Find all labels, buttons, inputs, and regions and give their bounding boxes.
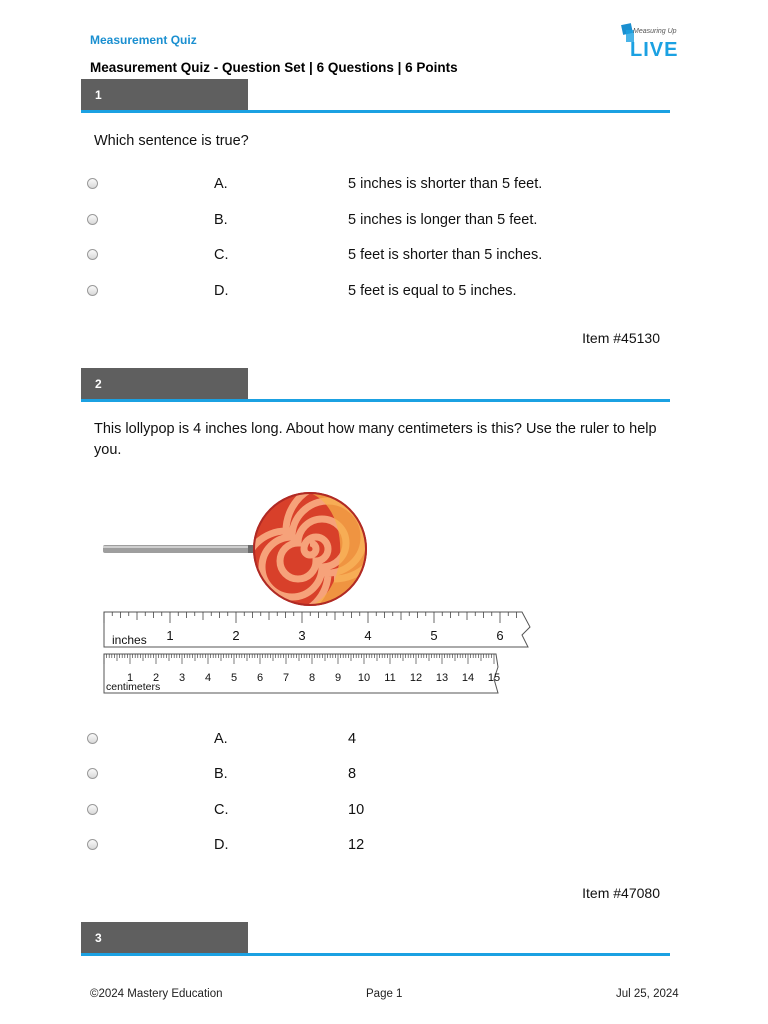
quiz-label: Measurement Quiz: [90, 33, 197, 47]
question-divider: [81, 399, 670, 402]
choice-text: 4: [348, 731, 357, 747]
choice-text: 10: [348, 802, 365, 818]
choice-radio-c[interactable]: [87, 249, 98, 260]
choice-letter: C.: [214, 802, 229, 818]
choice-radio-b[interactable]: [87, 214, 98, 225]
choice-letter: D.: [214, 283, 229, 299]
choice-radio-d[interactable]: [87, 839, 98, 850]
centimeters-label: centimeters: [106, 681, 161, 693]
cm-number: 1: [126, 672, 134, 684]
cm-number: 13: [435, 672, 449, 684]
choice-text: 5 inches is shorter than 5 feet.: [348, 176, 543, 192]
choice-letter: B.: [214, 212, 228, 228]
question-stem: This lollypop is 4 inches long. About how many centimeters is this? Use the ruler to help you.: [94, 421, 657, 458]
question-divider: [81, 110, 670, 113]
inches-label: inches: [112, 633, 147, 647]
choice-radio-a[interactable]: [87, 733, 98, 744]
cm-number: 3: [178, 672, 186, 684]
footer-page-number: Page 1: [366, 988, 403, 1000]
inch-number: 5: [430, 628, 438, 643]
footer-date: Jul 25, 2024: [616, 988, 679, 1000]
cm-number: 8: [308, 672, 316, 684]
cm-number: 14: [461, 672, 475, 684]
choice-radio-c[interactable]: [87, 804, 98, 815]
choice-text: 8: [348, 766, 357, 782]
inch-number: 1: [166, 628, 174, 643]
footer-copyright: ©2024 Mastery Education: [90, 988, 223, 1000]
question-number-bar: 1: [81, 79, 248, 111]
cm-number: 12: [409, 672, 423, 684]
item-number: Item #45130: [582, 330, 660, 346]
centimeter-numbers: [127, 672, 500, 684]
choice-radio-b[interactable]: [87, 768, 98, 779]
choice-text: 5 inches is longer than 5 feet.: [348, 212, 538, 228]
measuring-up-live-logo: [618, 20, 684, 62]
choice-radio-d[interactable]: [87, 285, 98, 296]
ruler-image: [100, 609, 536, 697]
inch-number: 6: [496, 628, 504, 643]
choice-text: 5 feet is equal to 5 inches.: [348, 283, 517, 299]
question-number-bar: 3: [81, 922, 248, 954]
choice-letter: A.: [214, 731, 228, 747]
cm-number: 10: [357, 672, 371, 684]
inch-number: 2: [232, 628, 240, 643]
inch-number: 4: [364, 628, 372, 643]
choice-letter: D.: [214, 837, 229, 853]
question-divider: [81, 953, 670, 956]
cm-number: 9: [334, 672, 342, 684]
cm-number: 7: [282, 672, 290, 684]
choice-letter: B.: [214, 766, 228, 782]
cm-number: 6: [256, 672, 264, 684]
item-number: Item #47080: [582, 885, 660, 901]
lollipop-image: [100, 488, 370, 612]
question-number-bar: 2: [81, 368, 248, 400]
choice-text: 5 feet is shorter than 5 inches.: [348, 247, 543, 263]
question-set-title: Measurement Quiz - Question Set | 6 Questions | 6 Points: [90, 60, 458, 75]
cm-number: 11: [384, 672, 396, 684]
inch-number: 3: [298, 628, 306, 643]
choice-letter: C.: [214, 247, 229, 263]
question-stem: Which sentence is true?: [94, 133, 249, 149]
choice-radio-a[interactable]: [87, 178, 98, 189]
cm-number: 4: [204, 672, 212, 684]
logo-big-text: LIVE: [630, 39, 679, 61]
cm-number: 2: [152, 672, 160, 684]
cm-number: 5: [230, 672, 238, 684]
choice-letter: A.: [214, 176, 228, 192]
choice-text: 12: [348, 837, 365, 853]
cm-number: 15: [487, 672, 501, 684]
logo-small-text: Measuring Up: [633, 28, 677, 35]
